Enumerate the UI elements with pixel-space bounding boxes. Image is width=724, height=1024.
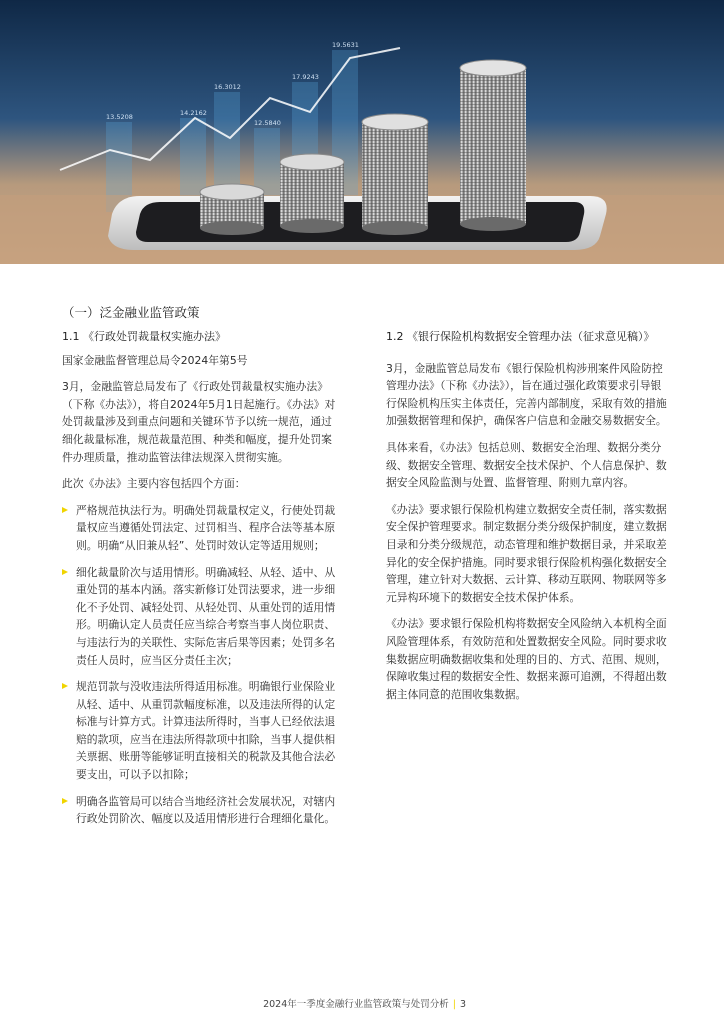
bullet-triangle-icon xyxy=(62,507,68,513)
chart-label: 14.2162 xyxy=(180,109,207,117)
bullet-triangle-icon xyxy=(62,798,68,804)
list-item: 细化裁量阶次与适用情形。明确减轻、从轻、适中、从重处罚的基本内涵。落实新修订处罚法要求，进一步细化不予处罚、减轻处罚、从轻处罚、从重处罚的适用情形。明确认定人员责任应当综合考察当事人岗位职责、与违法行为的关联性、实际危害后果等因素；处罚多名责任人员时，应当区分责任主次； xyxy=(62,564,338,670)
paragraph: 3月，金融监管总局发布了《行政处罚裁量权实施办法》（下称《办法》），将自2024年5月1日起施行。《办法》对处罚裁量涉及到重点问题和关键环节予以统一规范，通过细化裁量标准，规范裁量范围、种类和幅度，提升处罚案件办理质量，推动监管法律法规深入贯彻实施。 xyxy=(62,380,336,464)
list-item: 严格规范执法行为。明确处罚裁量权定义，行使处罚裁量权应当遵循处罚法定、过罚相当、程序合法等基本原则。明确“从旧兼从轻”、处罚时效认定等适用规则； xyxy=(62,502,338,555)
paragraph: 《办法》要求银行保险机构建立数据安全责任制，落实数据安全保护管理要求。制定数据分类分级保护制度，建立数据目录和分类分级规范，动态管理和维护数据目录，并采取差异化的安全保护措施。同时要求银行保险机构强化数据安全管理，建立针对大数据、云计算、移动互联网、物联网等多元异构环境下的数据安全技术保护体系。 xyxy=(386,502,667,604)
smartphone xyxy=(108,196,607,250)
bullet-list xyxy=(62,502,338,828)
list-item: 明确各监管局可以结合当地经济社会发展状况，对辖内行政处罚阶次、幅度以及适用情形进行合理细化量化。 xyxy=(62,793,338,828)
footer-title: 2024年一季度金融行业监管政策与处罚分析 xyxy=(263,999,449,1010)
chart-label: 16.3012 xyxy=(214,83,241,91)
article-heading: 1.1 《行政处罚裁量权实施办法》 xyxy=(62,330,226,343)
chart-label: 12.5840 xyxy=(254,119,281,127)
hero-image xyxy=(0,0,724,264)
paragraph: 3月，金融监管总局发布《银行保险机构涉刑案件风险防控管理办法》（下称《办法》），旨在通过强化政策要求引导银行保险机构压实主体责任，完善内部制度，采取有效的措施加强数据管理和保护，确保客户信息和金融交易数据安全。 xyxy=(386,361,667,428)
page-number: 3 xyxy=(459,999,466,1010)
paragraph: 此次《办法》主要内容包括四个方面： xyxy=(62,477,246,491)
right-column xyxy=(386,328,670,712)
paragraph: 《办法》要求银行保险机构将数据安全风险纳入本机构全面风险管理体系，有效防范和处置数据安全风险。同时要求收集数据应明确数据收集和处理的目的、方式、范围、规则，保障收集过程的数据安全性、数据来源可追溯，不得超出数据主体同意的范围收集数据。 xyxy=(386,617,667,701)
section-title: （一）泛金融业监管政策 xyxy=(62,305,200,320)
footer-separator: | xyxy=(452,999,456,1010)
left-column xyxy=(62,328,338,837)
bullet-triangle-icon xyxy=(62,683,68,689)
chart-label: 17.9243 xyxy=(292,73,319,81)
article-subheading: 国家金融监督管理总局令2024年第5号 xyxy=(62,353,248,367)
page-footer xyxy=(263,996,466,1010)
article-heading: 1.2 《银行保险机构数据安全管理办法（征求意见稿）》 xyxy=(386,330,655,343)
paragraph: 具体来看，《办法》包括总则、数据安全治理、数据分类分级、数据安全管理、数据安全技术保护、个人信息保护、数据安全风险监测与处置、监督管理、附则九章内容。 xyxy=(386,440,667,490)
bullet-triangle-icon xyxy=(62,569,68,575)
chart-label: 19.5631 xyxy=(332,41,359,49)
list-item: 规范罚款与没收违法所得适用标准。明确银行业保险业从轻、适中、从重罚款幅度标准，以及违法所得的认定标准与计算方式。计算违法所得时，当事人已经依法退赔的款项，应当在违法所得款项中扣除，当事人提供相关票据、账册等能够证明直接相关的税款及其他合法必要支出，可以予以扣除； xyxy=(62,678,338,784)
chart-label: 13.5208 xyxy=(106,113,133,121)
